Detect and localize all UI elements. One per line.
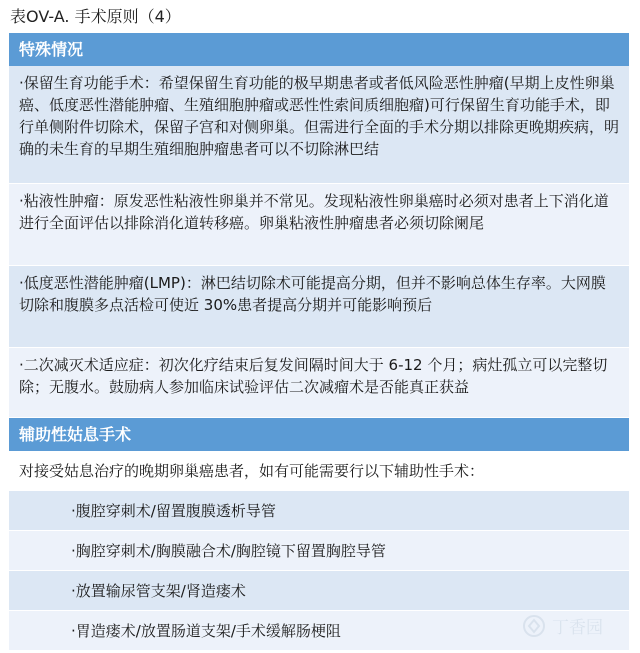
principles-table <box>9 33 629 651</box>
row-mucinous-tumor: ·粘液性肿瘤：原发恶性粘液性卵巢并不常见。发现粘液性卵巢癌时必须对患者上下消化道进行全面评估以排除消化道转移癌。卵巢粘液性肿瘤患者必须切除阑尾 <box>9 184 629 266</box>
row-palliative-ureteral-stent: ·放置输尿管支架/肾造瘘术 <box>9 571 629 611</box>
section-header-special-cases: 特殊情况 <box>9 33 629 66</box>
table-title: 表OV-A. 手术原则（4） <box>10 7 181 26</box>
row-palliative-gastrostomy: ·胃造瘘术/放置肠道支架/手术缓解肠梗阻 <box>9 611 629 651</box>
dxy-logo-icon <box>524 616 544 636</box>
dxy-watermark <box>520 609 630 643</box>
row-palliative-paracentesis: ·腹腔穿刺术/留置腹膜透析导管 <box>9 491 629 531</box>
row-fertility-sparing: ·保留生育功能手术：希望保留生育功能的极早期患者或者低风险恶性肿瘤(早期上皮性卵巢癌、低度恶性潜能肿瘤、生殖细胞肿瘤或恶性性索间质细胞瘤)可行保留生育功能手术，即行单侧附件切除术，保留子宫和对侧卵巢。但需进行全面的手术分期以排除更晚期疾病，明确的未生育的早期生殖细胞肿瘤患者可以不切除淋巴结 <box>9 66 629 184</box>
section-header-palliative-surgery: 辅助性姑息手术 <box>9 418 629 451</box>
watermark-text: 丁香园 <box>552 618 603 638</box>
row-lmp-tumor: ·低度恶性潜能肿瘤(LMP)：淋巴结切除术可能提高分期，但并不影响总体生存率。大网膜切除和腹膜多点活检可使近 30%患者提高分期并可能影响预后 <box>9 266 629 348</box>
row-secondary-cytoreduction: ·二次减灭术适应症：初次化疗结束后复发间隔时间大于 6-12 个月；病灶孤立可以完整切除；无腹水。鼓励病人参加临床试验评估二次减瘤术是否能真正获益 <box>9 348 629 418</box>
row-palliative-intro: 对接受姑息治疗的晚期卵巢癌患者，如有可能需要行以下辅助性手术： <box>9 451 629 491</box>
row-palliative-thoracentesis: ·胸腔穿刺术/胸膜融合术/胸腔镜下留置胸腔导管 <box>9 531 629 571</box>
